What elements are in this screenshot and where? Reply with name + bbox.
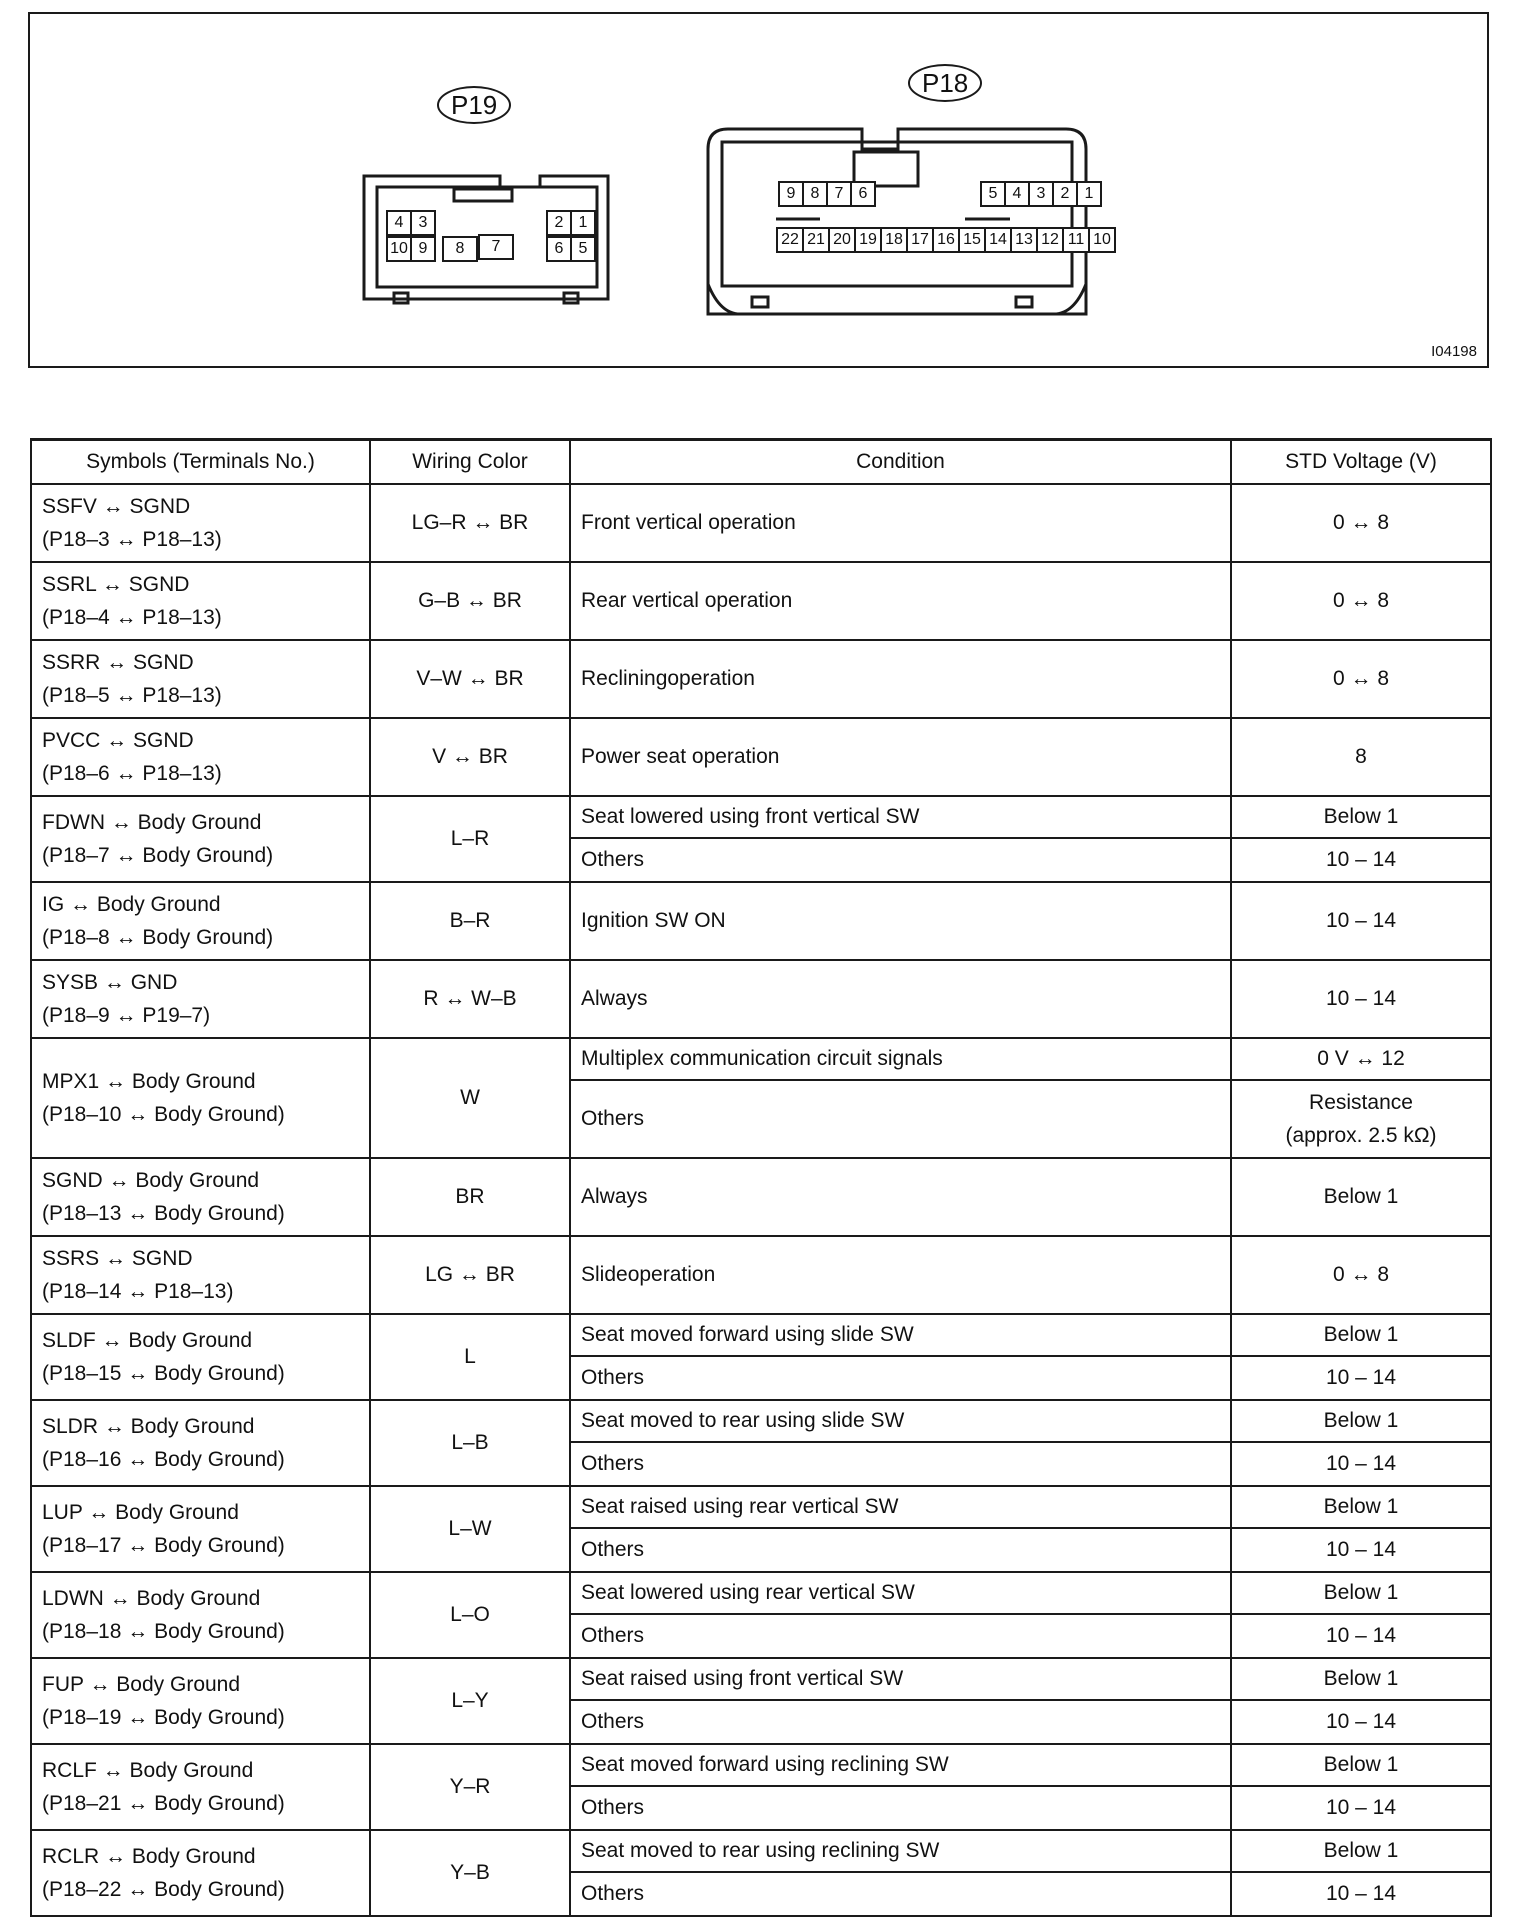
std-voltage-cell: 10 – 14: [1231, 1786, 1491, 1830]
condition-cell: Always: [570, 960, 1231, 1038]
symbol-cell: [31, 1314, 370, 1400]
terminal-numbers: (P18–14 ↔ P18–13): [42, 1280, 234, 1303]
terminal-numbers: (P18–10 ↔ Body Ground): [42, 1103, 285, 1126]
p18-pin: 11: [1062, 227, 1090, 253]
std-voltage-cell: Below 1: [1231, 1314, 1491, 1356]
terminal-numbers: (P18–16 ↔ Body Ground): [42, 1448, 285, 1471]
symbol-name: MPX1 ↔ Body Ground: [42, 1070, 256, 1093]
std-voltage-cell: Below 1: [1231, 1830, 1491, 1872]
std-voltage-cell: [1231, 1080, 1491, 1158]
wiring-color-cell: LG–R ↔ BR: [370, 484, 570, 562]
std-voltage-cell: 8: [1231, 718, 1491, 796]
table-row: [31, 640, 1491, 718]
table-row: [31, 718, 1491, 796]
symbol-name: FDWN ↔ Body Ground: [42, 811, 262, 834]
std-voltage-cell: 0 ↔ 8: [1231, 1236, 1491, 1314]
condition-cell: Seat lowered using rear vertical SW: [570, 1572, 1231, 1614]
p18-pin: 7: [826, 181, 852, 207]
symbol-name: SSRS ↔ SGND: [42, 1247, 193, 1270]
symbol-cell: [31, 562, 370, 640]
p18-pin: 14: [984, 227, 1012, 253]
condition-cell: Others: [570, 1080, 1231, 1158]
std-voltage-cell: 10 – 14: [1231, 838, 1491, 882]
wiring-color-cell: Y–R: [370, 1744, 570, 1830]
p18-pin: 4: [1004, 181, 1030, 207]
condition-cell: Ignition SW ON: [570, 882, 1231, 960]
symbol-cell: [31, 1038, 370, 1158]
symbol-cell: [31, 1236, 370, 1314]
std-voltage-cell: 10 – 14: [1231, 882, 1491, 960]
p18-pin: 18: [880, 227, 908, 253]
wiring-color-cell: LG ↔ BR: [370, 1236, 570, 1314]
std-voltage-cell: Below 1: [1231, 1744, 1491, 1786]
wiring-color-cell: B–R: [370, 882, 570, 960]
p18-pin: 9: [778, 181, 804, 207]
table-row: [31, 1658, 1491, 1700]
symbol-cell: [31, 796, 370, 882]
symbol-name: SGND ↔ Body Ground: [42, 1169, 260, 1192]
condition-cell: Others: [570, 1356, 1231, 1400]
p18-pin: 15: [958, 227, 986, 253]
wiring-color-cell: L: [370, 1314, 570, 1400]
std-voltage-cell: Below 1: [1231, 1486, 1491, 1528]
wiring-color-cell: L–Y: [370, 1658, 570, 1744]
p19-pin: 10: [386, 236, 412, 262]
p18-pin: 17: [906, 227, 934, 253]
voltage-line: Resistance: [1309, 1091, 1413, 1114]
condition-cell: Others: [570, 1872, 1231, 1916]
table-header-row: [31, 440, 1491, 485]
p18-pin: 6: [850, 181, 876, 207]
condition-cell: Seat moved to rear using slide SW: [570, 1400, 1231, 1442]
p18-pin: 13: [1010, 227, 1038, 253]
condition-cell: Seat raised using rear vertical SW: [570, 1486, 1231, 1528]
symbol-name: SSRR ↔ SGND: [42, 651, 194, 674]
p18-pin: 1: [1076, 181, 1102, 207]
symbol-cell: [31, 882, 370, 960]
header-wiring-color: Wiring Color: [370, 440, 570, 485]
wiring-color-cell: G–B ↔ BR: [370, 562, 570, 640]
std-voltage-cell: 10 – 14: [1231, 1442, 1491, 1486]
table-row: [31, 1038, 1491, 1080]
symbol-name: PVCC ↔ SGND: [42, 729, 194, 752]
std-voltage-cell: 10 – 14: [1231, 960, 1491, 1038]
condition-cell: Seat moved to rear using reclining SW: [570, 1830, 1231, 1872]
p19-pin: 5: [570, 236, 596, 262]
p18-pin: 5: [980, 181, 1006, 207]
symbol-name: RCLF ↔ Body Ground: [42, 1759, 254, 1782]
symbol-name: FUP ↔ Body Ground: [42, 1673, 241, 1696]
wiring-color-cell: L–R: [370, 796, 570, 882]
symbol-cell: [31, 960, 370, 1038]
terminal-numbers: (P18–19 ↔ Body Ground): [42, 1706, 285, 1729]
symbol-cell: [31, 1658, 370, 1744]
p19-pin: 4: [386, 210, 412, 236]
wiring-color-cell: V–W ↔ BR: [370, 640, 570, 718]
table-row: [31, 1486, 1491, 1528]
symbol-name: LUP ↔ Body Ground: [42, 1501, 239, 1524]
condition-cell: Seat moved forward using slide SW: [570, 1314, 1231, 1356]
p18-pin: 22: [776, 227, 804, 253]
connector-diagram: [28, 12, 1489, 368]
symbol-cell: [31, 1400, 370, 1486]
wiring-color-cell: R ↔ W–B: [370, 960, 570, 1038]
std-voltage-cell: 10 – 14: [1231, 1872, 1491, 1916]
wiring-color-cell: BR: [370, 1158, 570, 1236]
terminal-numbers: (P18–18 ↔ Body Ground): [42, 1620, 285, 1643]
std-voltage-cell: Below 1: [1231, 1400, 1491, 1442]
wiring-color-cell: V ↔ BR: [370, 718, 570, 796]
table-row: [31, 1158, 1491, 1236]
table-row: [31, 1744, 1491, 1786]
table-body: [31, 484, 1491, 1916]
std-voltage-cell: Below 1: [1231, 1658, 1491, 1700]
std-voltage-cell: 0 V ↔ 12: [1231, 1038, 1491, 1080]
p19-pin: 9: [410, 236, 436, 262]
terminal-numbers: (P18–17 ↔ Body Ground): [42, 1534, 285, 1557]
table-row: [31, 796, 1491, 838]
terminal-numbers: (P18–21 ↔ Body Ground): [42, 1792, 285, 1815]
symbol-cell: [31, 1830, 370, 1916]
std-voltage-cell: Below 1: [1231, 1158, 1491, 1236]
std-voltage-cell: 10 – 14: [1231, 1528, 1491, 1572]
symbol-name: RCLR ↔ Body Ground: [42, 1845, 256, 1868]
p18-pin: 10: [1088, 227, 1116, 253]
condition-cell: Others: [570, 838, 1231, 882]
p18-pin: 20: [828, 227, 856, 253]
p18-pin: 3: [1028, 181, 1054, 207]
condition-cell: Others: [570, 1700, 1231, 1744]
p18-pin: 12: [1036, 227, 1064, 253]
terminal-numbers: (P18–6 ↔ P18–13): [42, 762, 222, 785]
p18-pin: 19: [854, 227, 882, 253]
p18-pin: 16: [932, 227, 960, 253]
table-row: [31, 484, 1491, 562]
p18-pin: 2: [1052, 181, 1078, 207]
symbol-cell: [31, 1744, 370, 1830]
condition-cell: Slideoperation: [570, 1236, 1231, 1314]
p18-label: P18: [908, 64, 982, 102]
wiring-color-cell: W: [370, 1038, 570, 1158]
table-row: [31, 1236, 1491, 1314]
symbol-name: SYSB ↔ GND: [42, 971, 178, 994]
table-row: [31, 1400, 1491, 1442]
std-voltage-cell: 10 – 14: [1231, 1700, 1491, 1744]
wiring-color-cell: L–B: [370, 1400, 570, 1486]
p19-pin: 8: [442, 236, 478, 262]
p19-pin: 3: [410, 210, 436, 236]
table-row: [31, 1314, 1491, 1356]
condition-cell: Others: [570, 1786, 1231, 1830]
p19-label: P19: [437, 86, 511, 124]
connector-outlines: [30, 14, 1487, 366]
std-voltage-cell: 10 – 14: [1231, 1356, 1491, 1400]
header-symbols: Symbols (Terminals No.): [31, 440, 370, 485]
table-row: [31, 562, 1491, 640]
std-voltage-cell: Below 1: [1231, 796, 1491, 838]
terminal-numbers: (P18–8 ↔ Body Ground): [42, 926, 274, 949]
wiring-color-cell: L–O: [370, 1572, 570, 1658]
std-voltage-cell: Below 1: [1231, 1572, 1491, 1614]
symbol-cell: [31, 1158, 370, 1236]
terminal-numbers: (P18–3 ↔ P18–13): [42, 528, 222, 551]
header-std-voltage: STD Voltage (V): [1231, 440, 1491, 485]
symbol-cell: [31, 640, 370, 718]
terminal-numbers: (P18–15 ↔ Body Ground): [42, 1362, 285, 1385]
condition-cell: Others: [570, 1442, 1231, 1486]
std-voltage-cell: 0 ↔ 8: [1231, 562, 1491, 640]
symbol-name: SLDR ↔ Body Ground: [42, 1415, 255, 1438]
terminal-numbers: (P18–9 ↔ P19–7): [42, 1004, 211, 1027]
terminal-numbers: (P18–22 ↔ Body Ground): [42, 1878, 285, 1901]
condition-cell: Others: [570, 1528, 1231, 1572]
p19-pin: 7: [478, 234, 514, 260]
table-row: [31, 1572, 1491, 1614]
p18-pin: 8: [802, 181, 828, 207]
condition-cell: Always: [570, 1158, 1231, 1236]
std-voltage-cell: 0 ↔ 8: [1231, 484, 1491, 562]
wiring-color-cell: Y–B: [370, 1830, 570, 1916]
terminal-numbers: (P18–13 ↔ Body Ground): [42, 1202, 285, 1225]
symbol-name: IG ↔ Body Ground: [42, 893, 221, 916]
p19-pin: 2: [546, 210, 572, 236]
condition-cell: Recliningoperation: [570, 640, 1231, 718]
table-row: [31, 960, 1491, 1038]
condition-cell: Front vertical operation: [570, 484, 1231, 562]
header-condition: Condition: [570, 440, 1231, 485]
p19-pin: 6: [546, 236, 572, 262]
terminal-numbers: (P18–5 ↔ P18–13): [42, 684, 222, 707]
symbol-cell: [31, 718, 370, 796]
symbol-name: SSRL ↔ SGND: [42, 573, 190, 596]
condition-cell: Seat moved forward using reclining SW: [570, 1744, 1231, 1786]
symbol-cell: [31, 1486, 370, 1572]
std-voltage-cell: 10 – 14: [1231, 1614, 1491, 1658]
wiring-color-cell: L–W: [370, 1486, 570, 1572]
std-voltage-cell: 0 ↔ 8: [1231, 640, 1491, 718]
terminal-numbers: (P18–7 ↔ Body Ground): [42, 844, 274, 867]
symbol-name: LDWN ↔ Body Ground: [42, 1587, 261, 1610]
terminal-numbers: (P18–4 ↔ P18–13): [42, 606, 222, 629]
condition-cell: Seat lowered using front vertical SW: [570, 796, 1231, 838]
condition-cell: Others: [570, 1614, 1231, 1658]
symbol-name: SSFV ↔ SGND: [42, 495, 191, 518]
condition-cell: Multiplex communication circuit signals: [570, 1038, 1231, 1080]
p18-pin: 21: [802, 227, 830, 253]
voltage-line: (approx. 2.5 kΩ): [1285, 1124, 1437, 1147]
condition-cell: Rear vertical operation: [570, 562, 1231, 640]
symbol-name: SLDF ↔ Body Ground: [42, 1329, 253, 1352]
condition-cell: Seat raised using front vertical SW: [570, 1658, 1231, 1700]
symbol-cell: [31, 1572, 370, 1658]
table-row: [31, 1830, 1491, 1872]
figure-id: I04198: [1431, 343, 1477, 360]
table-row: [31, 882, 1491, 960]
symbol-cell: [31, 484, 370, 562]
terminal-spec-table: [30, 438, 1492, 1917]
condition-cell: Power seat operation: [570, 718, 1231, 796]
p19-pin: 1: [570, 210, 596, 236]
